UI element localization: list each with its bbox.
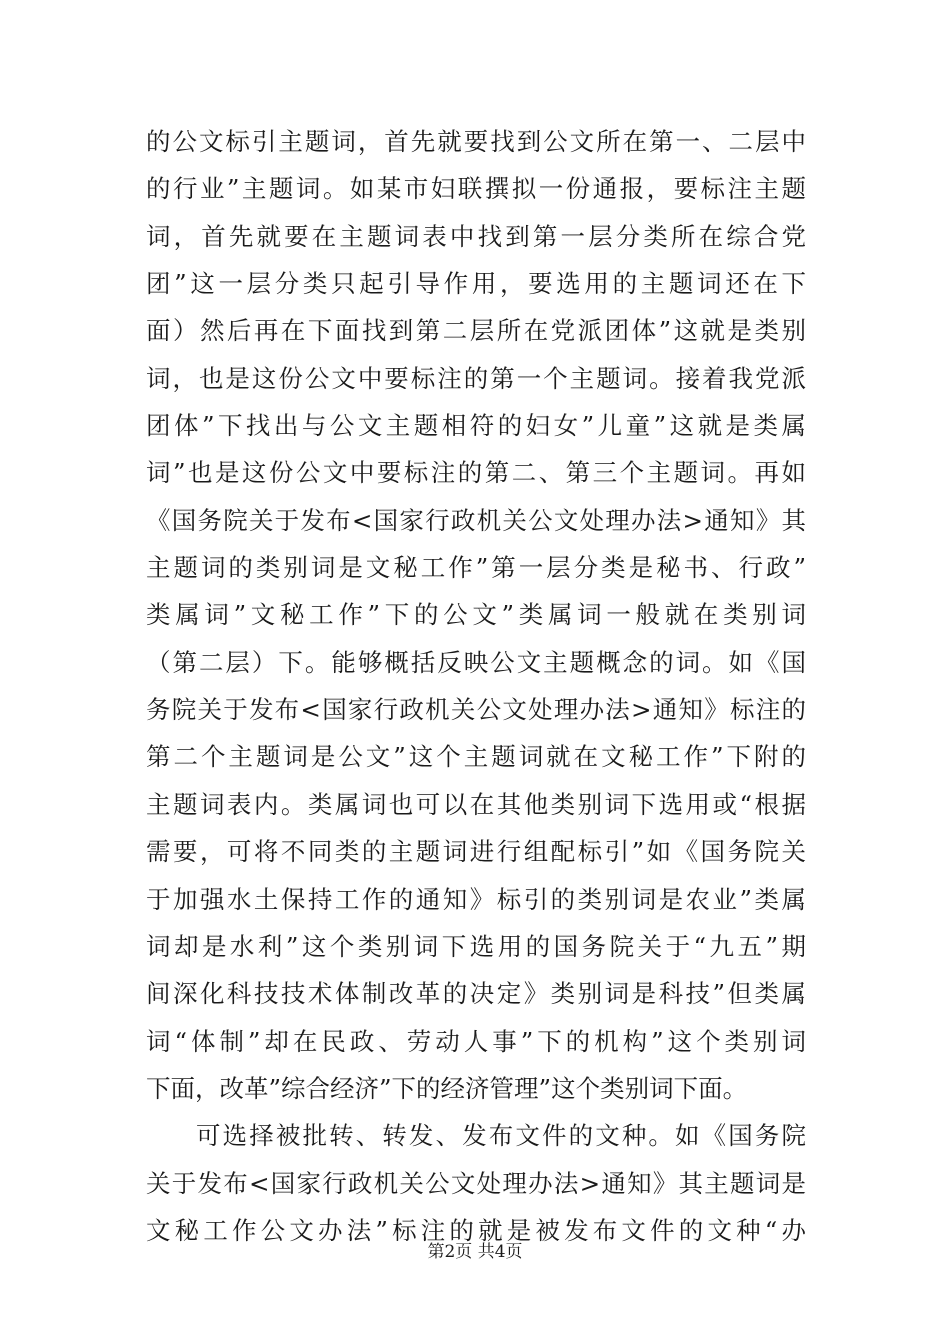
text-line: 主题词表内。类属词也可以在其他类别词下选用或“根据: [146, 789, 806, 819]
text-line-paragraph-start: 可选择被批转、转发、发布文件的文种。如《国务院: [196, 1121, 806, 1151]
text-line: 于加强水土保持工作的通知》标引的类别词是农业”类属: [146, 884, 806, 914]
text-line: 的行业”主题词。如某市妇联撰拟一份通报，要标注主题: [146, 174, 806, 204]
text-line: 面）然后再在下面找到第二层所在党派团体”这就是类别: [146, 316, 806, 346]
text-line: 词，也是这份公文中要标注的第一个主题词。接着我党派: [146, 363, 806, 393]
text-line: 词，首先就要在主题词表中找到第一层分类所在综合党: [146, 221, 806, 251]
text-line: 词”也是这份公文中要标注的第二、第三个主题词。再如: [146, 458, 806, 488]
text-line: 词却是水利”这个类别词下选用的国务院关于“九五”期: [146, 931, 806, 961]
text-line: 第二个主题词是公文”这个主题词就在文秘工作”下附的: [146, 742, 806, 772]
text-line-paragraph-end: 下面，改革”综合经济”下的经济管理”这个类别词下面。: [146, 1073, 748, 1103]
text-line: 间深化科技技术体制改革的决定》类别词是科技”但类属: [146, 979, 806, 1009]
document-body: [146, 118, 806, 1254]
text-line: 《国务院关于发布<国家行政机关公文处理办法>通知》其: [146, 505, 806, 535]
text-line: 文秘工作公文办法”标注的就是被发布文件的文种“办: [146, 1215, 806, 1245]
text-line: （第二层）下。能够概括反映公文主题概念的词。如《国: [146, 647, 806, 677]
text-line: 词“体制”却在民政、劳动人事”下的机构”这个类别词: [146, 1026, 806, 1056]
text-line: 关于发布<国家行政机关公文处理办法>通知》其主题词是: [146, 1168, 806, 1198]
text-line: 团”这一层分类只起引导作用，要选用的主题词还在下: [146, 269, 806, 299]
text-line: 类属词”文秘工作”下的公文”类属词一般就在类别词: [146, 600, 806, 630]
text-line: 的公文标引主题词，首先就要找到公文所在第一、二层中: [146, 127, 806, 156]
page-number-footer: 第2页 共4页: [427, 1242, 523, 1262]
text-line: 主题词的类别词是文秘工作”第一层分类是秘书、行政”: [146, 553, 806, 583]
text-line: 务院关于发布<国家行政机关公文处理办法>通知》标注的: [146, 695, 806, 725]
text-line: 团体”下找出与公文主题相符的妇女”儿童”这就是类属: [146, 411, 806, 441]
text-line: 需要，可将不同类的主题词进行组配标引”如《国务院关: [146, 837, 806, 867]
